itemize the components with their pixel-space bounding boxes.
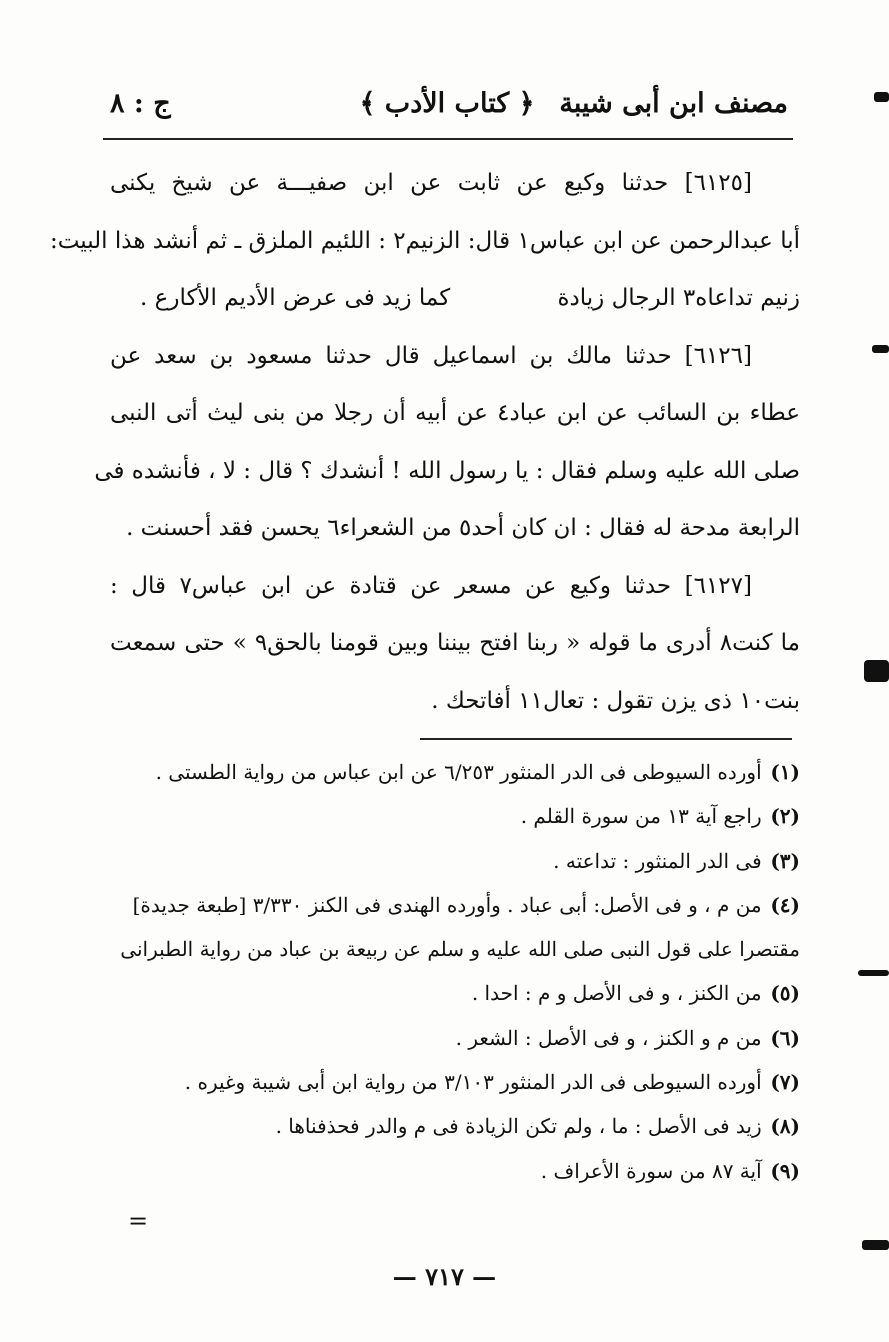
text-line: الرابعة مدحة له فقال : ان كان أحد٥ من الشعراء٦ يحسن فقد أحسنت . [126, 515, 800, 541]
text-line: أبا عبدالرحمن عن ابن عباس١ قال: الزنيم٢ : اللئيم الملزق ـ ثم أنشد هذا البيت: [49, 227, 800, 254]
page-number: — ٧١٧ — [392, 1262, 497, 1291]
verse-first-hemistich: زنيم تداعاه٣ الرجال زيادة [557, 285, 800, 311]
footnote-number: (١) [770, 760, 800, 784]
footnote [110, 1104, 800, 1148]
footnote-text: من الكنز ، و فى الأصل و م : احدا . [471, 981, 762, 1006]
volume-number: ج : ٨ [110, 88, 171, 119]
footnote [110, 971, 800, 1015]
footnote [110, 1149, 800, 1193]
scan-edge-mark [872, 345, 889, 353]
continuation-mark: = [128, 1207, 149, 1235]
scan-edge-mark [864, 660, 889, 682]
text-line: [٦١٢٦] حدثنا مالك بن اسماعيل قال حدثنا مسعود بن سعد عن [110, 342, 752, 369]
text-line: [٦١٢٧] حدثنا وكيع عن مسعر عن قتادة عن ابن عباس٧ قال : [110, 572, 752, 599]
footnote-text: زيد فى الأصل : ما ، ولم تكن الزيادة فى م والدر فحذفناها . [275, 1114, 762, 1139]
scan-edge-mark [862, 1240, 889, 1250]
main-text [49, 155, 800, 730]
footnote [110, 839, 800, 883]
footnote-text: من م ، و فى الأصل: أبى عباد . وأورده الهندى فى الكنز ٣/٣٣٠ [طبعة جديدة] [132, 892, 762, 917]
footnote-text: أورده السيوطى فى الدر المنثور ٦/٢٥٣ عن ابن عباس من رواية الطستى . [155, 760, 762, 784]
footnote-text: مقتصرا على قول النبى صلى الله عليه و سلم عن ربيعة بن عباد من رواية الطبرانى [120, 937, 800, 962]
text-line: [٦١٢٥] حدثنا وكيع عن ثابت عن ابن صفيـــة عن شيخ يكنى [110, 170, 752, 196]
footnote [110, 794, 800, 838]
book-title: مصنف ابن أبى شيبة [559, 88, 788, 119]
header-rule [103, 138, 793, 140]
text-line: عطاء بن السائب عن ابن عباد٤ عن أبيه أن رجلا من بنى ليث أتى النبى [110, 400, 800, 426]
scan-edge-mark [858, 970, 889, 976]
footnote-number: (٩) [770, 1158, 800, 1183]
verse-second-hemistich: كما زيد فى عرض الأديم الأكارع . [140, 285, 451, 311]
footnote-number: (٦) [770, 1025, 800, 1050]
footnote-number: (٣) [770, 848, 800, 873]
footnote-continuation [110, 927, 800, 971]
text-line: بنت١٠ ذى يزن تقول : تعال١١ أفاتحك . [431, 687, 800, 714]
footnote-text: فى الدر المنثور : تداعته . [553, 848, 762, 873]
footnote-number: (٥) [770, 981, 800, 1006]
footnote-text: آية ٨٧ من سورة الأعراف . [540, 1158, 762, 1183]
footnote-rule [420, 738, 792, 740]
footnote-text: أورده السيوطى فى الدر المنثور ٣/١٠٣ من رواية ابن أبى شيبة وغيره . [184, 1070, 762, 1095]
text-line: صلى الله عليه وسلم فقال : يا رسول الله ! أنشدك ؟ قال : لا ، فأنشده فى [94, 457, 800, 484]
footnotes [110, 750, 800, 1193]
page-header [100, 88, 794, 128]
footnote [110, 750, 800, 794]
footnote-number: (٧) [770, 1070, 800, 1095]
footnote [110, 1016, 800, 1060]
chapter-title: ﴿ كتاب الأدب ﴾ [359, 88, 535, 119]
footnote [110, 883, 800, 927]
text-line: ما كنت٨ أدرى ما قوله « ربنا افتح بيننا وبين قومنا بالحق٩ » حتى سمعت [110, 630, 800, 656]
footnote-number: (٢) [770, 804, 800, 829]
scan-edge-mark [874, 92, 889, 102]
footnote-number: (٨) [770, 1114, 800, 1139]
footnote [110, 1060, 800, 1104]
footnote-text: راجع آية ١٣ من سورة القلم . [520, 804, 762, 829]
footnote-number: (٤) [770, 892, 800, 917]
poetry-verse [110, 270, 800, 328]
footnote-text: من م و الكنز ، و فى الأصل : الشعر . [455, 1025, 762, 1050]
